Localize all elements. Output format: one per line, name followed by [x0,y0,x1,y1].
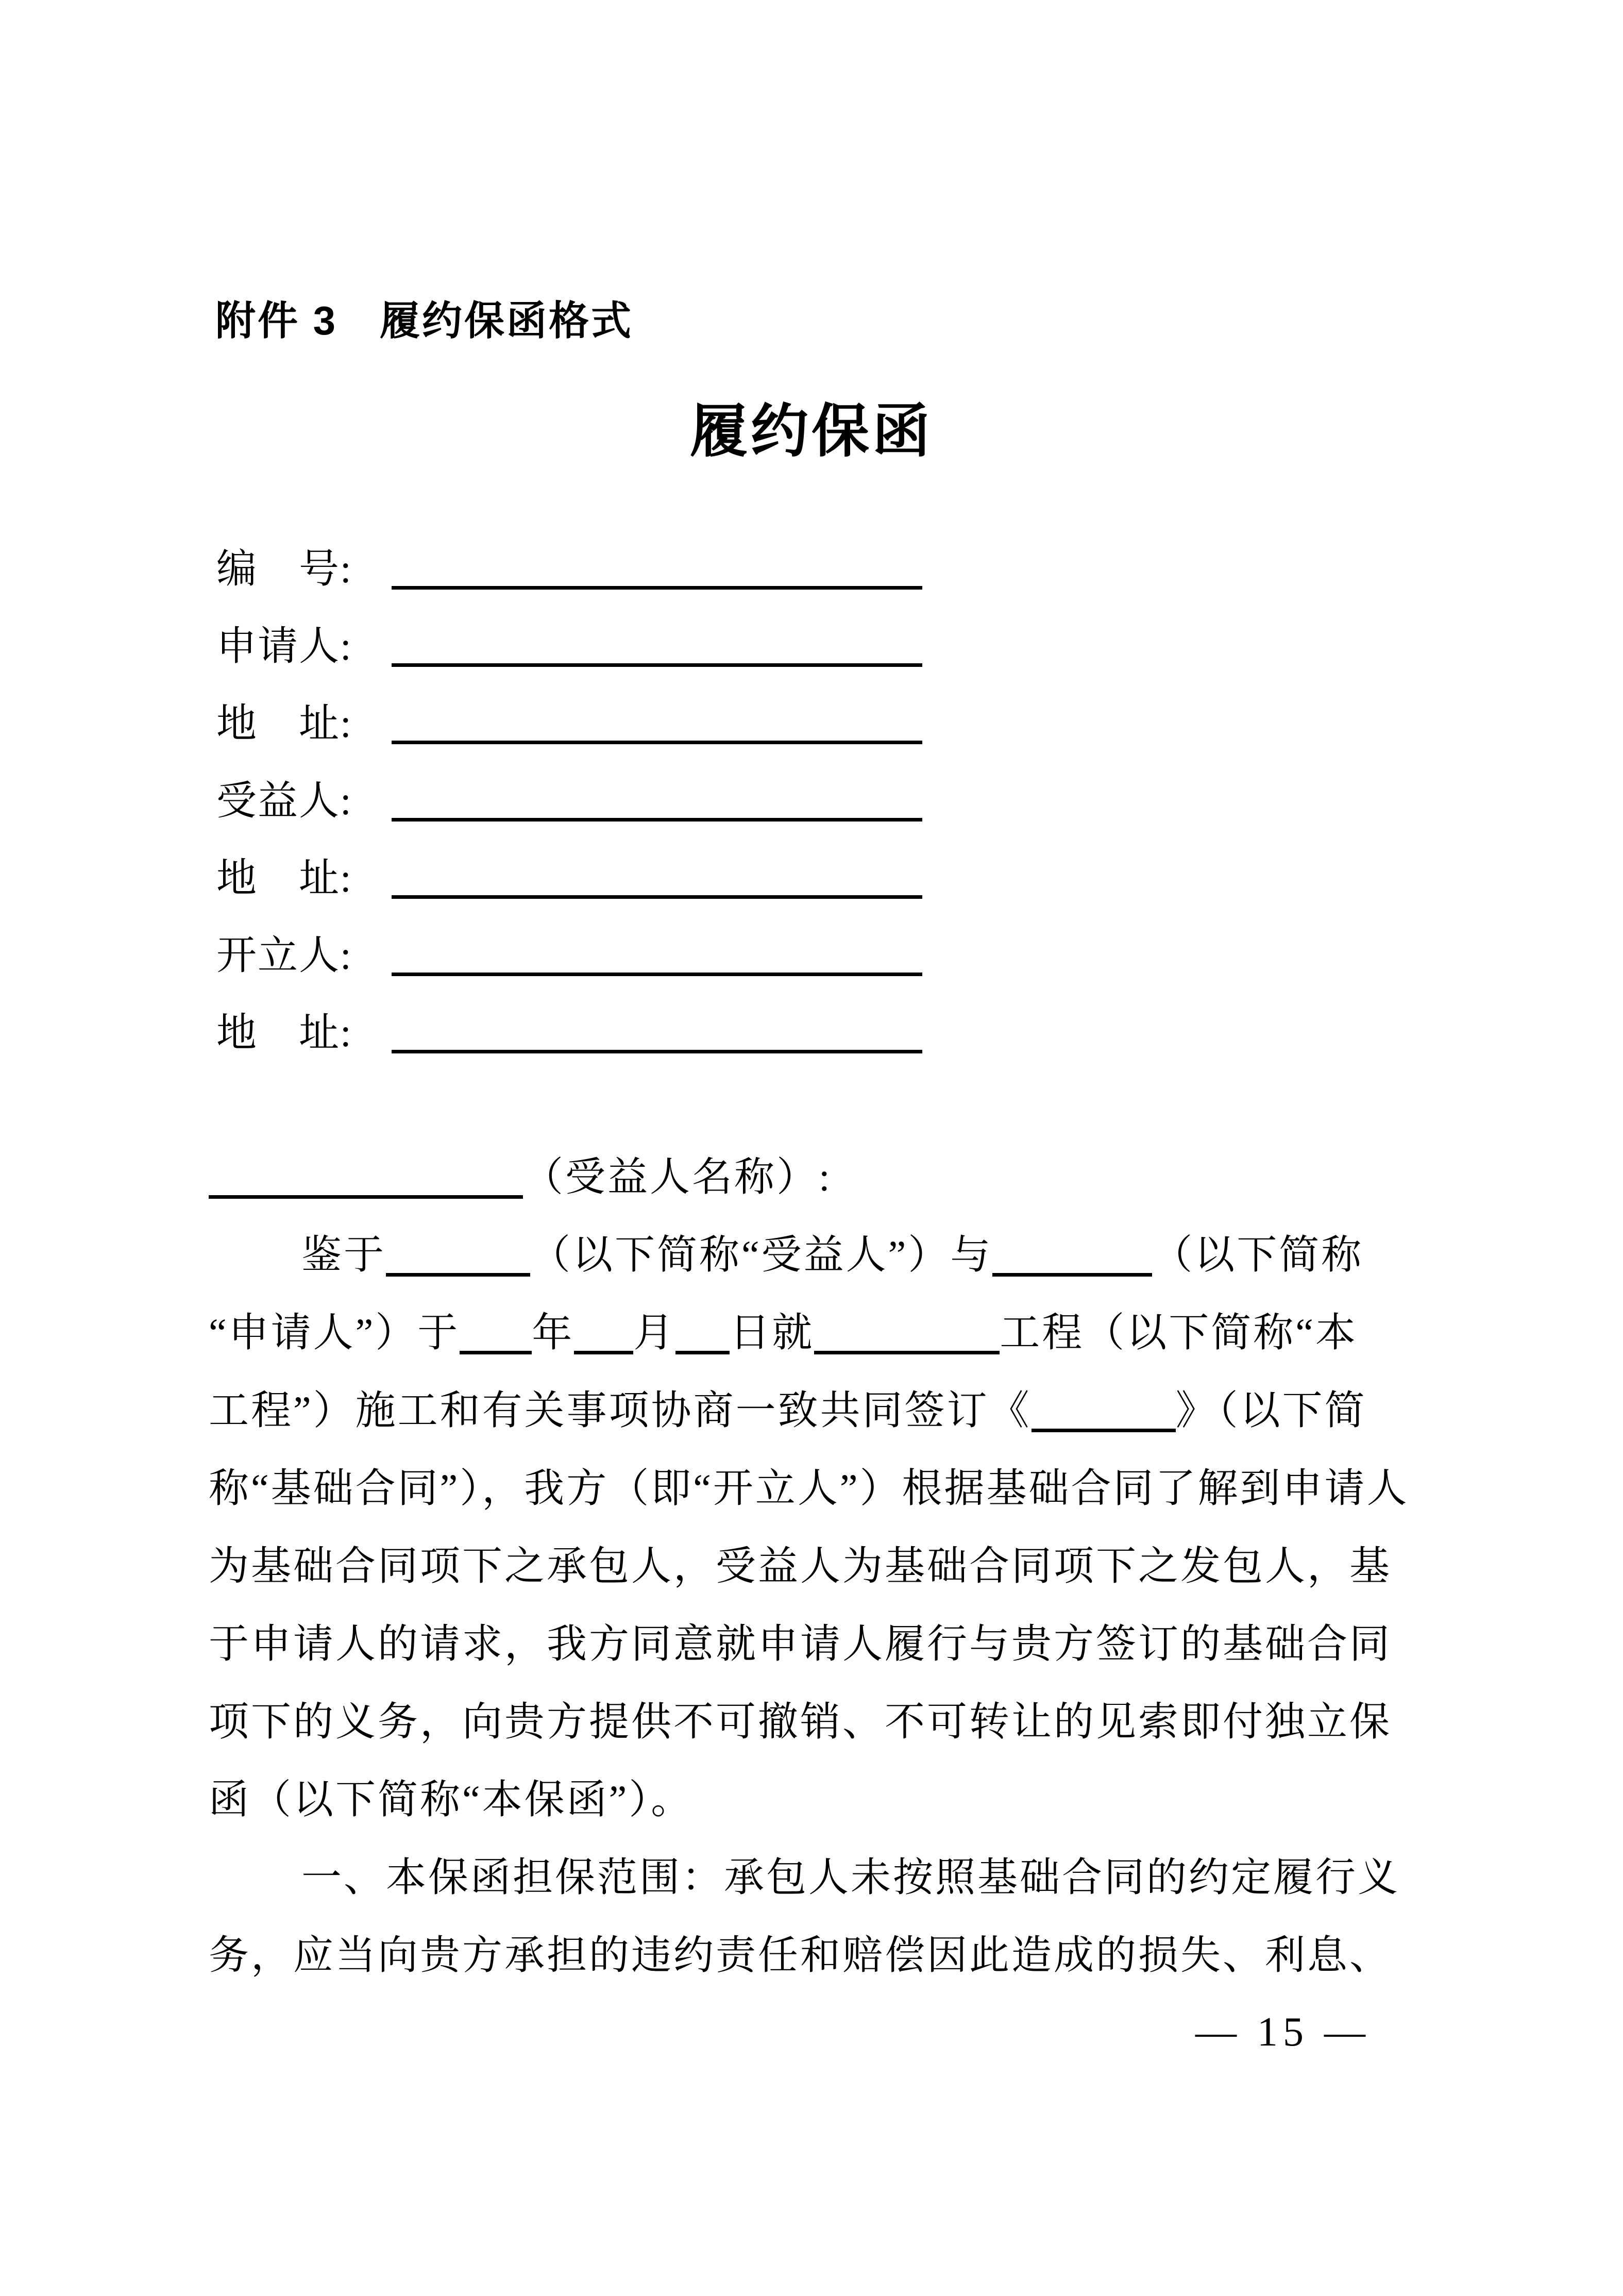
body-line [209,1838,1440,1916]
body-text: 》（以下简 [1175,1388,1367,1433]
field-blank-line [392,818,922,822]
field-blank-line [392,895,922,899]
field-label: 地 址: [216,1010,352,1055]
form-field-row [216,927,922,1004]
body-text: 一、本保函担保范围：承包人未按照基础合同的约定履行义 [301,1855,1400,1900]
body-text: 日就 [730,1310,815,1355]
field-blank-line [392,663,922,667]
indent-space [209,1890,301,1891]
form-field-row [216,617,922,695]
body-line [209,1683,1440,1761]
body-text: （以下简称 [1152,1232,1364,1277]
field-blank-line [392,973,922,976]
blank-line [814,1351,1000,1354]
body-text: 务，应当向贵方承担的违约责任和赔偿因此造成的损失、利息、 [209,1933,1392,1977]
body-line [209,1761,1440,1838]
document-body [209,1138,1440,1994]
body-text: （受益人名称）: [523,1154,832,1199]
body-line [209,1527,1440,1605]
blank-line [460,1351,532,1354]
body-text: 于申请人的请求，我方同意就申请人履行与贵方签订的基础合同 [209,1621,1392,1666]
blank-line [675,1351,730,1354]
field-label: 地 址: [216,701,352,746]
page-number: — 15 — [1195,2009,1371,2055]
form-field-row [216,540,922,617]
field-blank-line [392,586,922,590]
body-text: 为基础合同项下之承包人，受益人为基础合同项下之发包人，基 [209,1544,1392,1588]
form-field-row [216,695,922,772]
field-label: 受益人: [216,778,352,823]
body-line [209,1138,1440,1216]
body-text: “申请人”）于 [209,1310,460,1355]
field-label: 地 址: [216,856,352,900]
field-blank-line [392,741,922,744]
body-text: 月 [633,1310,676,1355]
body-text: 年 [532,1310,574,1355]
body-line [209,1916,1440,1994]
body-text: 称“基础合同”），我方（即“开立人”）根据基础合同了解到申请人 [209,1466,1409,1511]
blank-line [386,1273,530,1277]
field-blank-line [392,1050,922,1053]
blank-line [574,1351,633,1354]
body-line [209,1294,1440,1371]
body-text: 鉴于 [301,1232,386,1277]
document-title: 履约保函 [690,399,933,463]
field-label: 编 号: [216,546,352,591]
form-field-row [216,849,922,927]
attachment-header: 附件 3 履约保函格式 [215,298,634,343]
body-text: 工程”）施工和有关事项协商一致共同签订《 [209,1388,1032,1433]
body-text: 工程（以下简称“本 [1000,1310,1358,1355]
body-line [209,1371,1440,1449]
form-field-row [216,1004,922,1081]
body-line [209,1605,1440,1683]
guarantee-form [216,540,922,1081]
body-text: 项下的义务，向贵方提供不可撤销、不可转让的见索即付独立保 [209,1699,1392,1744]
form-field-row [216,772,922,849]
field-label: 开立人: [216,933,352,978]
field-label: 申请人: [216,624,352,668]
body-text: （以下简称“受益人”）与 [530,1232,993,1277]
body-line [209,1216,1440,1294]
blank-line [209,1195,523,1199]
blank-line [1032,1429,1176,1432]
body-line [209,1449,1440,1527]
blank-line [992,1273,1152,1277]
body-text: 函（以下简称“本保函”）。 [209,1777,694,1822]
